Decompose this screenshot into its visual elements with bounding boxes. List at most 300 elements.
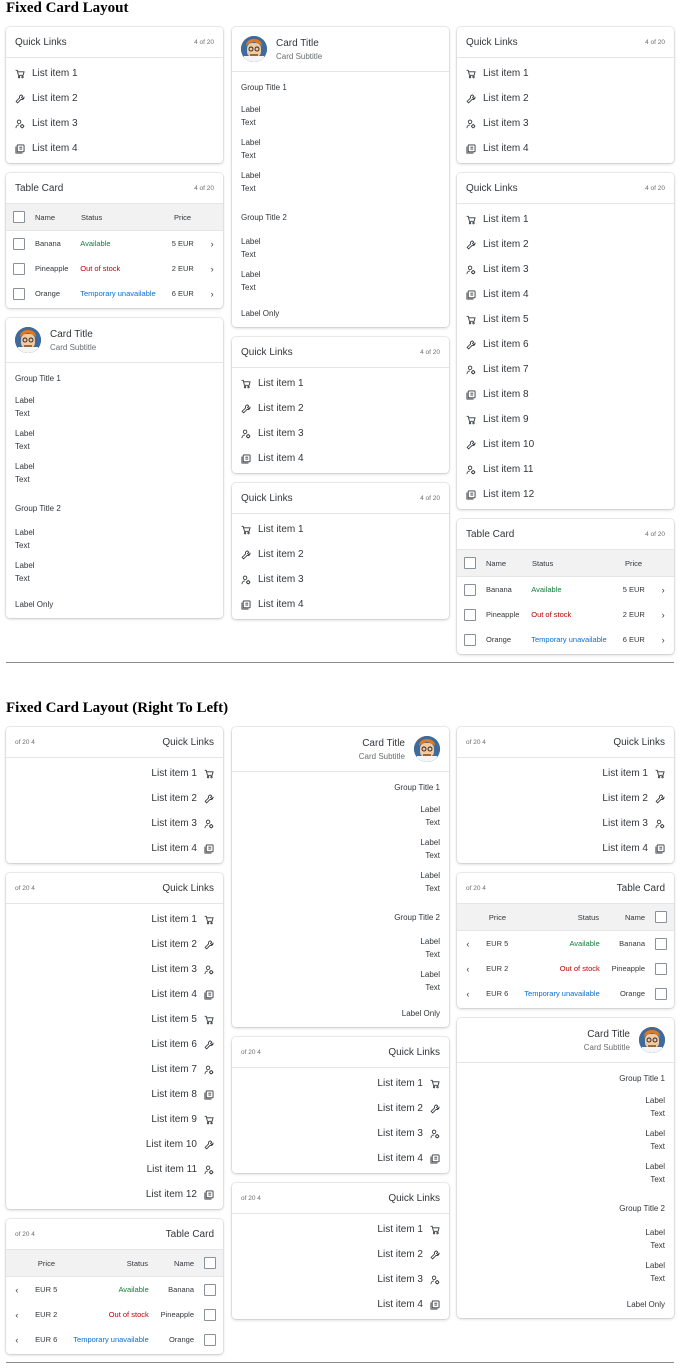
column-header-name: Name [173,1258,194,1268]
field-label: Label [241,237,261,246]
table-row[interactable] [457,931,674,956]
list-item[interactable] [6,786,223,811]
field [241,805,440,829]
list-item-label: List item 1 [258,378,304,389]
cell-name: Pineapple [611,964,645,973]
cell-price: EUR 6 [486,989,509,998]
cell-price: 5 EUR [171,239,194,248]
quick-links-list [232,1214,449,1319]
card-header[interactable] [457,1018,674,1063]
group-title: Group Title 1 [241,83,287,92]
list-item-label: List item 3 [377,1128,423,1139]
field-label: Label [645,1129,665,1138]
cell-status: Out of stock [108,1310,149,1319]
cell-price: 2 EUR [171,264,194,273]
wrench-icon [204,940,214,950]
list-item-label: List item 8 [483,389,529,400]
row-checkbox[interactable] [464,634,476,646]
list-item-label: List item 3 [258,428,304,439]
list-item-label: List item 4 [377,1153,423,1164]
field-text: Text [15,409,30,418]
cell-name: Orange [35,289,61,298]
list-item[interactable] [232,371,449,396]
list-item[interactable] [6,1107,223,1132]
list-item[interactable] [232,1242,449,1267]
list-item[interactable] [6,1182,223,1207]
column-header-name: Name [624,912,645,922]
list-item[interactable] [232,421,449,446]
list-item-label: List item 2 [151,939,197,950]
row-checkbox[interactable] [13,238,25,250]
catalog-icon [241,600,251,610]
list-item-label: List item 9 [483,414,529,425]
field-text: Text [241,118,256,127]
field [241,937,440,961]
list-item[interactable] [457,786,674,811]
card-header[interactable] [232,337,449,368]
field-label: Label [15,396,35,405]
list-item[interactable] [232,567,449,592]
list-item[interactable] [457,482,674,507]
field-label: Label [15,429,35,438]
column-2 [232,27,449,629]
row-checkbox[interactable] [204,1309,216,1321]
list-item-label: List item 1 [483,214,529,225]
field-label: Label [15,528,35,537]
chevron-left-icon[interactable]: › [466,988,470,999]
catalog-icon [655,844,665,854]
list-item[interactable] [457,207,674,232]
field [466,1096,665,1120]
cell-name: Pineapple [486,610,520,619]
row-checkbox[interactable] [13,288,25,300]
list-item-label: List item 2 [377,1103,423,1114]
column-header-price: Price [488,912,506,922]
field [15,396,214,420]
list-item[interactable] [6,86,223,111]
list-item-label: List item 1 [377,1078,423,1089]
card-header[interactable] [6,318,223,363]
table-row[interactable] [457,577,674,602]
select-all-checkbox[interactable] [464,557,476,569]
row-checkbox[interactable] [204,1284,216,1296]
card-title: Table Card [15,182,64,194]
card-count: of 20 4 [466,738,486,746]
list-item[interactable] [6,836,223,861]
column-rtl-1 [457,727,674,1328]
quick-links-card [232,1183,449,1319]
list-item[interactable] [232,1267,449,1292]
list-item-label: List item 2 [483,239,529,250]
cart-icon [466,69,476,79]
list-item[interactable] [457,111,674,136]
table-header-row [457,550,674,577]
chevron-right-icon[interactable]: › [661,634,665,645]
list-item[interactable] [457,332,674,357]
list-item[interactable] [6,1007,223,1032]
cell-status: Temporary unavailable [524,989,600,998]
card-title: Table Card [466,528,515,540]
field-label: Label [645,1096,665,1105]
card-title: Quick Links [162,882,214,894]
select-all-checkbox[interactable] [204,1257,216,1269]
column-header-status: Status [81,212,103,222]
list-item-label: List item 3 [32,118,78,129]
chevron-right-icon[interactable]: › [661,584,665,595]
field-label: Label [645,1261,665,1270]
section-title-rtl: Fixed Card Layout (Right To Left) [6,700,229,716]
person-settings-icon [430,1129,440,1139]
cart-icon [466,315,476,325]
list-item-label: List item 2 [377,1249,423,1260]
list-item[interactable] [6,136,223,161]
list-item-label: List item 12 [145,1189,197,1200]
group-title: Group Title 1 [15,374,61,383]
group-title: Group Title 1 [394,783,440,792]
cell-name: Banana [35,239,61,248]
card-header[interactable] [457,519,674,550]
column-header-price: Price [174,212,192,222]
table-card [6,1219,223,1354]
card-header[interactable] [6,27,223,58]
card-count: 4 of 20 [420,348,440,356]
card-header[interactable] [457,873,674,904]
field-text: Text [425,950,440,959]
table-row[interactable] [6,231,223,256]
list-item[interactable] [6,1082,223,1107]
person-settings-icon [204,1065,214,1075]
cart-icon [204,915,214,925]
group-title: Group Title 1 [619,1074,665,1083]
card-header[interactable] [232,1183,449,1214]
wrench-icon [430,1250,440,1260]
card-count: of 20 4 [241,1194,261,1202]
list-item[interactable] [457,761,674,786]
cell-price: EUR 2 [35,1310,58,1319]
list-item[interactable] [457,86,674,111]
card-title: Table Card [616,882,665,894]
column-header-status: Status [126,1258,148,1268]
table-row[interactable] [457,602,674,627]
table-card [457,519,674,654]
card-header[interactable] [6,727,223,758]
card-content [232,72,449,327]
list-item-label: List item 1 [151,768,197,779]
card-title: Quick Links [241,346,293,358]
list-item-label: List item 4 [151,989,197,1000]
avatar [241,36,267,62]
card-title: Card Title [276,37,319,49]
cell-status: Out of stock [80,264,121,273]
cell-status: Available [80,239,111,248]
card-header[interactable] [232,727,449,772]
wrench-icon [466,94,476,104]
field-text: Text [650,1175,665,1184]
quick-links-card [457,173,674,509]
list-item[interactable] [6,811,223,836]
list-item[interactable] [6,1157,223,1182]
card-title: Quick Links [15,36,67,48]
list-item-label: List item 1 [258,524,304,535]
row-checkbox[interactable] [13,263,25,275]
list-item[interactable] [6,111,223,136]
list-item-label: List item 7 [483,364,529,375]
list-item[interactable] [6,982,223,1007]
list-item[interactable] [232,1292,449,1317]
list-item[interactable] [232,1217,449,1242]
chevron-right-icon[interactable]: › [210,288,214,299]
catalog-icon [204,990,214,1000]
chevron-left-icon[interactable]: › [15,1334,19,1345]
field-text: Text [650,1142,665,1151]
cell-name: Banana [168,1285,194,1294]
card-content [457,1063,674,1318]
list-item[interactable] [6,1132,223,1157]
card-header[interactable] [6,1219,223,1250]
list-item[interactable] [457,307,674,332]
list-item-label: List item 3 [602,818,648,829]
list-item[interactable] [457,407,674,432]
cell-name: Banana [619,939,645,948]
list-item[interactable] [232,542,449,567]
card-titles [359,738,405,761]
row-checkbox[interactable] [204,1334,216,1346]
card-count: 4 of 20 [645,38,665,46]
card-header[interactable] [232,1037,449,1068]
avatar [414,736,440,762]
list-item[interactable] [232,1096,449,1121]
list-item[interactable] [6,957,223,982]
select-all-checkbox[interactable] [13,211,25,223]
field-text: Text [15,574,30,583]
chevron-left-icon[interactable]: › [466,938,470,949]
quick-links-card [6,27,223,163]
cell-price: 6 EUR [171,289,194,298]
cell-price: EUR 2 [486,964,509,973]
card-header[interactable] [6,173,223,204]
table-row[interactable] [457,956,674,981]
list-item-label: List item 3 [151,818,197,829]
card-title: Quick Links [388,1192,440,1204]
list-item[interactable] [6,1032,223,1057]
wrench-icon [15,94,25,104]
card-title: Quick Links [466,36,518,48]
card-subtitle: Card Subtitle [276,51,323,61]
person-settings-icon [466,265,476,275]
field-text: Text [241,250,256,259]
quick-links-list [457,758,674,863]
catalog-icon [241,454,251,464]
catalog-icon [204,1090,214,1100]
field-label: Label [420,871,440,880]
list-item[interactable] [457,232,674,257]
card-title: Card Title [587,1028,630,1040]
object-card [457,1018,674,1318]
cell-name: Pineapple [35,264,69,273]
card-header[interactable] [232,483,449,514]
cell-status: Out of stock [559,964,600,973]
cell-price: EUR 5 [35,1285,58,1294]
field [466,1162,665,1186]
field [241,838,440,862]
quick-links-card [6,727,223,863]
field [466,1129,665,1153]
person-settings-icon [204,1165,214,1175]
list-item-label: List item 8 [151,1089,197,1100]
list-item-label: List item 4 [258,599,304,610]
card-header[interactable] [457,173,674,204]
chevron-right-icon[interactable]: › [661,609,665,620]
card-header[interactable] [457,27,674,58]
list-item[interactable] [457,257,674,282]
list-item-label: List item 4 [483,143,529,154]
row-checkbox[interactable] [464,609,476,621]
label-only: Label Only [15,600,54,609]
list-item[interactable] [232,1121,449,1146]
list-item[interactable] [6,61,223,86]
cart-icon [466,415,476,425]
table-row[interactable] [457,981,674,1006]
quick-links-card [232,337,449,473]
list-item[interactable] [457,432,674,457]
row-checkbox[interactable] [655,963,667,975]
list-item-label: List item 10 [483,439,535,450]
chevron-left-icon[interactable]: › [15,1309,19,1320]
list-item[interactable] [457,282,674,307]
section-divider [6,1362,674,1363]
list-item-label: List item 6 [151,1039,197,1050]
wrench-icon [241,550,251,560]
card-header[interactable] [457,727,674,758]
person-settings-icon [15,119,25,129]
cell-price: 5 EUR [622,585,645,594]
field-label: Label [420,970,440,979]
list-item[interactable] [232,446,449,471]
field [466,1228,665,1252]
list-item[interactable] [6,761,223,786]
list-item-label: List item 5 [483,314,529,325]
field-label: Label [420,805,440,814]
cart-icon [204,1115,214,1125]
chevron-left-icon[interactable]: › [466,963,470,974]
list-item[interactable] [457,811,674,836]
list-item-label: List item 1 [602,768,648,779]
list-item[interactable] [232,396,449,421]
field [15,429,214,453]
catalog-icon [15,144,25,154]
avatar [639,1027,665,1053]
list-item[interactable] [232,592,449,617]
field-text: Text [650,1109,665,1118]
column-header-status: Status [577,912,599,922]
quick-links-card [232,1037,449,1173]
list-item[interactable] [457,836,674,861]
list-item[interactable] [457,457,674,482]
field [241,105,440,129]
column-header-name: Name [35,212,56,222]
field-label: Label [15,561,35,570]
wrench-icon [241,404,251,414]
quick-links-list [6,758,223,863]
table-row[interactable] [6,1302,223,1327]
person-settings-icon [204,819,214,829]
row-checkbox[interactable] [655,988,667,1000]
chevron-right-icon[interactable]: › [210,238,214,249]
table-row[interactable] [6,256,223,281]
list-item[interactable] [6,1057,223,1082]
list-item[interactable] [457,136,674,161]
list-item[interactable] [232,1146,449,1171]
catalog-icon [430,1300,440,1310]
card-content [6,363,223,618]
cell-status: Temporary unavailable [531,635,607,644]
quick-links-list [6,904,223,1209]
card-header[interactable] [6,873,223,904]
label-only: Label Only [241,309,280,318]
field-label: Label [645,1162,665,1171]
list-item[interactable] [6,907,223,932]
list-item[interactable] [6,932,223,957]
table-row[interactable] [6,1327,223,1352]
cell-price: EUR 5 [486,939,509,948]
field-label: Label [241,105,261,114]
field [466,1261,665,1285]
chevron-right-icon[interactable]: › [210,263,214,274]
card-count: of 20 4 [15,1230,35,1238]
column-header-status: Status [532,558,554,568]
chevron-left-icon[interactable]: › [15,1284,19,1295]
row-checkbox[interactable] [655,938,667,950]
table-header-row [457,904,674,931]
table-row[interactable] [6,281,223,306]
list-item[interactable] [232,1071,449,1096]
table-row[interactable] [457,627,674,652]
catalog-icon [204,1190,214,1200]
card-count: 4 of 20 [194,184,214,192]
list-item-label: List item 1 [483,68,529,79]
card-subtitle: Card Subtitle [50,342,97,352]
list-item[interactable] [232,517,449,542]
cell-name: Orange [486,635,512,644]
cart-icon [430,1079,440,1089]
list-item[interactable] [457,382,674,407]
list-item-label: List item 4 [483,289,529,300]
select-all-checkbox[interactable] [655,911,667,923]
person-settings-icon [430,1275,440,1285]
list-item-label: List item 6 [483,339,529,350]
cart-icon [466,215,476,225]
column-header-price: Price [37,1258,55,1268]
list-item[interactable] [457,357,674,382]
list-item-label: List item 1 [32,68,78,79]
field-text: Text [425,983,440,992]
list-item-label: List item 4 [32,143,78,154]
row-checkbox[interactable] [464,584,476,596]
cell-name: Orange [168,1335,194,1344]
column-rtl-2 [232,727,449,1329]
list-item[interactable] [457,61,674,86]
wrench-icon [204,794,214,804]
card-header[interactable] [232,27,449,72]
field-text: Text [425,884,440,893]
quick-links-list [232,368,449,473]
quick-links-list [457,204,674,509]
person-settings-icon [466,465,476,475]
field [15,528,214,552]
table-row[interactable] [6,1277,223,1302]
person-settings-icon [241,575,251,585]
cell-status: Available [569,939,600,948]
